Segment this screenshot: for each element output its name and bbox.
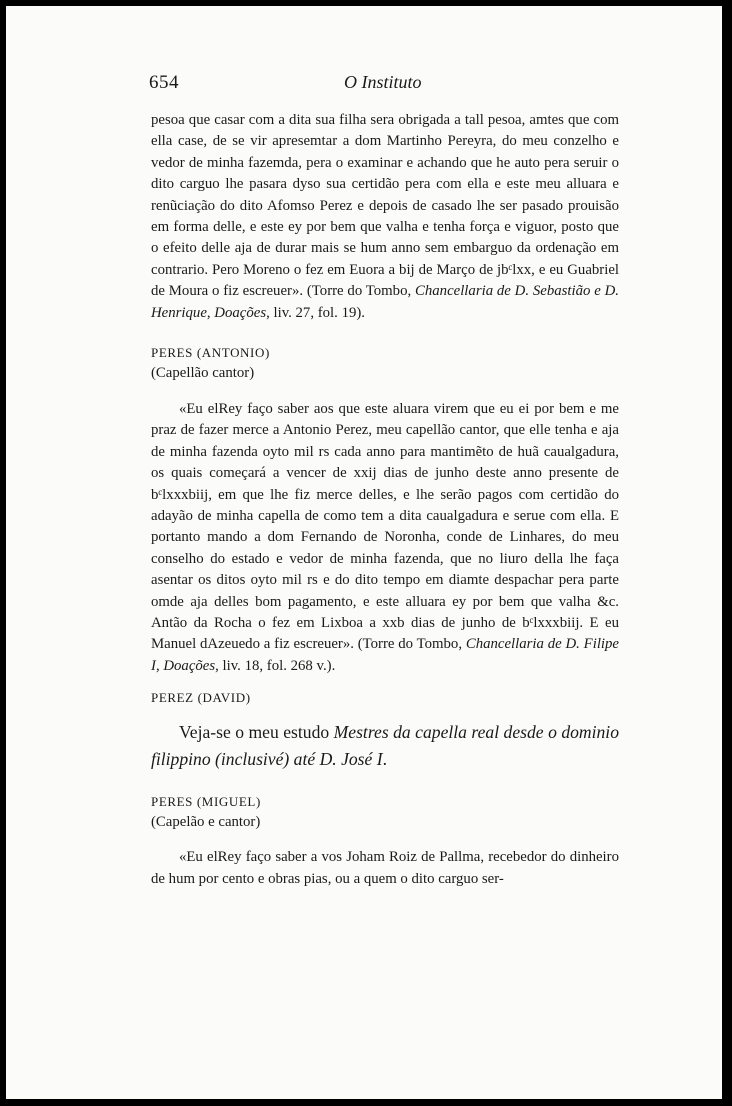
source-series: Doações [163,657,216,674]
page-number: 654 [149,72,179,93]
entry-heading-miguel: PERES (MIGUEL) [151,793,261,809]
entry-heading-david: PEREZ (DAVID) [151,690,251,706]
running-title: O Instituto [344,72,422,92]
entry-role-miguel: (Capelão e cantor) [151,813,261,830]
entry-text-antonio [151,399,619,677]
source-reference: , liv. 18, fol. 268 v.). [215,657,336,674]
source-reference: , liv. 27, fol. 19). [266,304,365,321]
entry-text: «Eu elRey faço saber aos que este aluara virem que eu ei por bem e me praz de fazer merce a Antonio Perez, meu capellão cantor, que elle tenha e aja de minha fazenda oyto mil rs cada anno para mantimẽto de huã caualgadura, os quais começará a vencer de xxij dias de junho deste anno presente de bᶜlxxxbiij, em que lhe fiz merce delles, e lhe serão pagos com certidão do adayão de minha capella de como tem a dita caualgadura e serue com ella. E portanto mando a dom Fernando de Noronha, conde de Linhares, do meu conselho do estado e vedor de minha fazenda, que no liuro della lhe faça asentar os ditos oyto mil rs e do dito tempo em diamte despachar pera parte omde aja delles bom pagamento, e este alluara ey por bem que valha &c. Antão da Rocha o fez em Lixboa a xxb dias de junho de bᶜlxxxbiij. E eu Manuel dAzeuedo a fiz escreuer». (Torre do Tombo, [151,400,619,653]
source-separator: , [155,657,164,674]
book-page [6,6,722,1099]
entry-heading-antonio: PERES (ANTONIO) [151,345,270,361]
source-title: Chancellaria de D. Sebastião e D. Henrique [151,283,619,321]
entry-text-david [151,719,619,773]
source-series: Doações [214,304,267,321]
entry-text-miguel: «Eu elRey faço saber a vos Joham Roiz de Pallma, recebedor do dinheiro de hum por cento e obras pias, ou a quem o dito carguo ser- [151,849,619,887]
entry-role-antonio: (Capellão cantor) [151,365,255,382]
study-title: Mestres da capella real desde o dominio filippino (inclusivé) até D. José I [151,721,619,769]
continued-paragraph [151,110,619,324]
page-header [149,72,619,96]
source-separator: , [206,304,215,321]
entry-text-end: . [382,748,387,769]
page-body [151,110,619,890]
paragraph-text: pesoa que casar com a dita sua filha sera obrigada a tall pesoa, amtes que com ella case, de se vir apresemtar a dom Martinho Pereyra, do meu conzelho e vedor de minha fazemda, pera o examinar e achando que he auto pera seruir o dito carguo lhe pasara dyso sua certidão pera com ella e este meu alluara e renũciação do dito Afomso Perez e depois de casado lhe ser pasado prouisão em forma delle, e este ey por bem que valha e tenha força e viguor, posto que o efeito delle aja de durar mais se hum anno sem embarguo da ordenação em contrario. Pero Moreno o fez em Euora a bij de Março de jbᶜlxx, e eu Guabriel de Moura o fiz escreuer». (Torre do Tombo, [151,112,619,300]
source-title: Chancellaria de D. Filipe I [151,636,620,674]
entry-text: Veja-se o meu estudo [179,721,334,742]
